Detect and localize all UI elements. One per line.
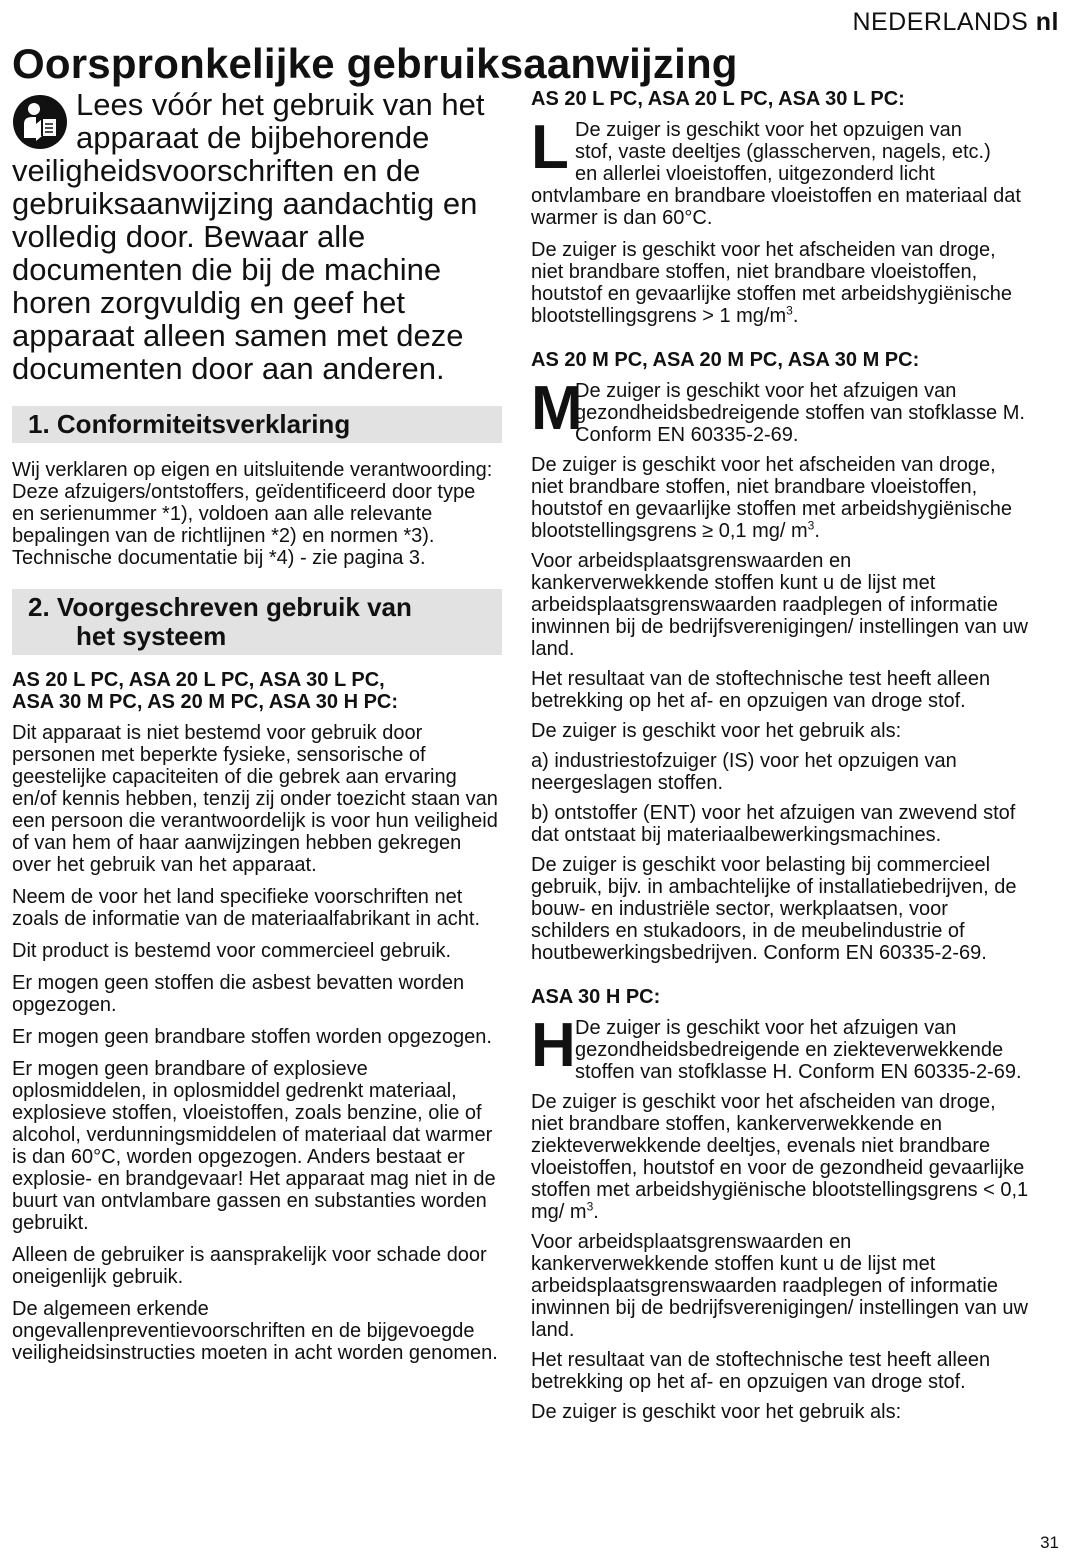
class-h-text: De zuiger is geschikt voor het afscheiden van droge, niet brandbare stoffen, kankerverwekkende en ziekteverwekkende deeltjes, evenals niet brandbare vloeistoffen, houtstof en voor de gezondheid gevaarlijke stoffen met arbeidshygiënische blootstellingsgrens < 0,1 mg/ m: [531, 1091, 1029, 1223]
class-m-heading: AS 20 M PC, ASA 20 M PC, ASA 30 M PC:: [531, 349, 920, 371]
usage-paragraph: Er mogen geen brandbare of explosieve oplosmiddelen, in oplosmiddel gedrenkt materiaal, explosieve stoffen, vloeistoffen, zoals benzine, olie of alcohol, verdunningsmiddelen of materiaal dat warmer is dan 60°C, worden opgezogen. Anders bestaat er explosie- en brandgevaar! Het apparaat mag niet in de buurt van ontvlambare gassen en substanties worden gebruikt.: [12, 1058, 496, 1234]
section-1-text: Wij verklaren op eigen en uitsluitende verantwoording: Deze afzuigers/ontstoffers, geïdentificeerd door type en serienummer *1), voldoen aan alle relevante bepalingen van de richtlijnen *2) en normen *3). Technische documentatie bij *4) - zie pagina 3.: [12, 459, 493, 569]
right-column: [531, 88, 1031, 1423]
class-m-paragraph: Het resultaat van de stoftechnische test heeft alleen betrekking op het af- en opzuigen van droge stof.: [531, 668, 991, 712]
section-2-heading-line2: het systeem: [76, 621, 227, 651]
class-m-end: .: [814, 520, 820, 542]
class-h-heading: ASA 30 H PC:: [531, 986, 661, 1008]
section-1-heading: 1. Conformiteitsverklaring: [12, 406, 502, 443]
left-column: [12, 88, 502, 1364]
page-number: 31: [1040, 1533, 1059, 1552]
class-l-line: De zuiger is geschikt voor het opzuigen van: [575, 119, 962, 141]
class-m-sup: 3: [807, 518, 815, 533]
usage-paragraph: Dit apparaat is niet bestemd voor gebruik door personen met beperkte fysieke, sensorische of geestelijke capaciteiten of die gebrek aan ervaring en/of kennis hebben, tenzij zij onder toezicht staan van een persoon die verantwoordelijk is voor hun veiligheid of van hem of haar aanwijzingen hebben gekregen over het gebruik van het apparaat.: [12, 722, 498, 876]
class-h-block: [531, 1011, 1031, 1083]
usage-paragraph: Er mogen geen stoffen die asbest bevatten worden opgezogen.: [12, 972, 465, 1016]
language-code: nl: [1035, 8, 1059, 36]
read-manual-icon: [12, 94, 68, 150]
class-l-sup: 3: [786, 303, 793, 318]
language-label: [852, 8, 1059, 37]
class-l-line: stof, vaste deeltjes (glasscherven, nagels, etc.): [575, 141, 991, 163]
models-heading-line2: ASA 30 M PC, AS 20 M PC, ASA 30 H PC:: [12, 691, 399, 713]
intro-text: Lees vóór het gebruik van het apparaat de bijbehorende veiligheidsvoorschriften en de gebruiksaanwijzing aandachtig en volledig door. Bewaar alle documenten die bij de machine horen zorgvuldig en geef het apparaat alleen samen met deze documenten door aan anderen.: [12, 87, 485, 386]
class-m-block: [531, 374, 1031, 446]
class-h-paragraph: De zuiger is geschikt voor het gebruik als:: [531, 1401, 902, 1423]
class-l-paragraph: [531, 239, 1031, 327]
class-l-line: en allerlei vloeistoffen, uitgezonderd licht: [575, 163, 935, 185]
usage-paragraph: Neem de voor het land specifieke voorschriften net zoals de informatie van de materiaalfabrikant in acht.: [12, 886, 481, 930]
usage-paragraph: Alleen de gebruiker is aansprakelijk voor schade door oneigenlijk gebruik.: [12, 1244, 487, 1288]
intro-paragraph: [12, 88, 502, 385]
class-h-intro: De zuiger is geschikt voor het afzuigen van gezondheidsbedreigende en ziekteverwekkende stoffen van stofklasse H. Conform EN 60335-2-69.: [575, 1017, 1022, 1083]
class-h-paragraph: [531, 1091, 1031, 1223]
class-l-letter: L: [531, 113, 569, 182]
page-title: Oorspronkelijke gebruiksaanwijzing: [12, 40, 738, 87]
section-2-heading-line1: 2. Voorgeschreven gebruik van: [28, 592, 412, 622]
class-m-paragraph: De zuiger is geschikt voor belasting bij commercieel gebruik, bijv. in ambachtelijke of installatiebedrijven, de bouw- en industriële sector, werkplaatsen, voor schilders en stukadoors, in de meubelindustrie of houtbewerkingsbedrijven. Conform EN 60335-2-69.: [531, 854, 1017, 964]
class-m-paragraph: De zuiger is geschikt voor het gebruik als:: [531, 720, 902, 742]
class-h-paragraph: Voor arbeidsplaatsgrenswaarden en kankerverwekkende stoffen kunt u de lijst met arbeidsplaatsgrenswaarden raadplegen of informatie inwinnen bij de bedrijfsverenigingen/ instellingen van uw land.: [531, 1231, 1028, 1341]
usage-paragraph: De algemeen erkende ongevallenpreventievoorschriften en de bijgevoegde veiligheidsinstructies moeten in acht worden genomen.: [12, 1298, 498, 1364]
usage-paragraph: Dit product is bestemd voor commercieel gebruik.: [12, 940, 452, 962]
class-h-paragraph: Het resultaat van de stoftechnische test heeft alleen betrekking op het af- en opzuigen van droge stof.: [531, 1349, 991, 1393]
section-2-heading: [12, 589, 502, 655]
class-m-letter: M: [531, 374, 583, 443]
class-m-paragraph: a) industriestofzuiger (IS) voor het opzuigen van neergeslagen stoffen.: [531, 750, 957, 794]
class-m-text: De zuiger is geschikt voor het afscheiden van droge, niet brandbare stoffen, niet brandbare vloeistoffen, houtstof en gevaarlijke stoffen met arbeidshygiënische blootstellingsgrens ≥ 0,1 mg/ m: [531, 454, 1013, 542]
language-name: NEDERLANDS: [852, 8, 1036, 36]
class-h-letter: H: [531, 1011, 576, 1080]
class-m-paragraph: Voor arbeidsplaatsgrenswaarden en kankerverwekkende stoffen kunt u de lijst met arbeidsplaatsgrenswaarden raadplegen of informatie inwinnen bij de bedrijfsverenigingen/ instellingen van uw land.: [531, 550, 1028, 660]
class-l-block: [531, 113, 1031, 229]
class-l-end: .: [792, 305, 799, 327]
class-h-sup: 3: [586, 1199, 594, 1214]
models-heading-line1: AS 20 L PC, ASA 20 L PC, ASA 30 L PC,: [12, 669, 385, 691]
usage-paragraph: Er mogen geen brandbare stoffen worden opgezogen.: [12, 1026, 492, 1048]
models-heading: [12, 669, 502, 713]
class-l-continuation: ontvlambare en brandbare vloeistoffen en materiaal dat warmer is dan 60°C.: [531, 185, 1021, 229]
class-l-text: De zuiger is geschikt voor het afscheiden van droge, niet brandbare stoffen, niet brandbare vloeistoffen, houtstof en gevaarlijke stoffen met arbeidshygiënische blootstellingsgrens > 1 mg/m: [531, 239, 1013, 327]
class-h-end: .: [593, 1201, 599, 1223]
class-m-paragraph: b) ontstoffer (ENT) voor het afzuigen van zwevend stof dat ontstaat bij materiaalbewerkingsmachines.: [531, 802, 1016, 846]
class-m-intro: De zuiger is geschikt voor het afzuigen van gezondheidsbedreigende stoffen van stofklasse M. Conform EN 60335-2-69.: [575, 380, 1025, 446]
class-m-paragraph: [531, 454, 1031, 542]
class-l-heading: AS 20 L PC, ASA 20 L PC, ASA 30 L PC:: [531, 88, 905, 110]
